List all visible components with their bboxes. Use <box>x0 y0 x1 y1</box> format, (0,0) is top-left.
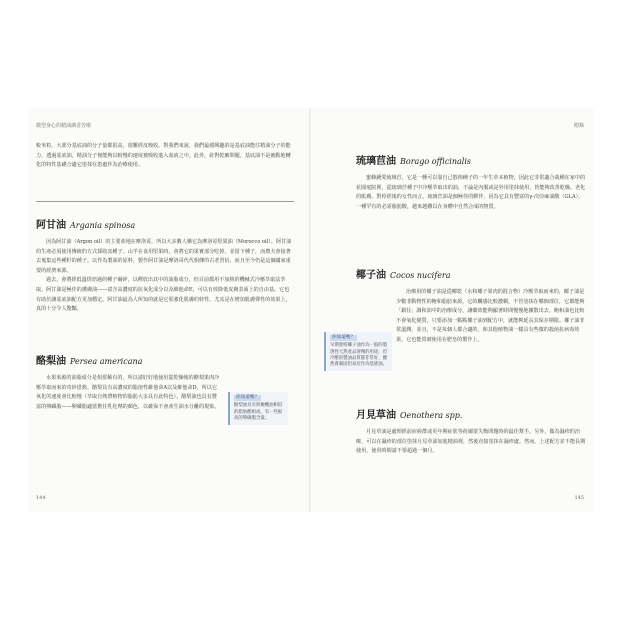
heading-name: 琉璃苣油 <box>356 156 396 167</box>
borage-paragraph-1: 蜜蜂鍾愛琉璃苣，它是一種可以靠自己散佈種子的一年生草本植物，因此它非常適合栽種在家中的花園庭院裡，從琉璃苣種子中冷壓萃取出的油，不論是內服或是外用塗抹使用，皆能夠改善乾燥、老化的肌膚。對停經後的女性而言，琉璃苣油是個極佳的夥伴，因為它具有豐富的γ-次亞麻油酸（GLA），一種罕有的必需脂肪酸，越來越難以在身體中自然合成的物質。 <box>356 175 586 210</box>
heading-coconut-oil <box>356 266 451 281</box>
heading-name: 酪梨油 <box>36 356 66 367</box>
heading-latin: Borago officinalis <box>400 157 471 166</box>
right-page-number: 145 <box>574 495 584 501</box>
coconut-body <box>396 288 586 346</box>
avocado-body <box>36 374 221 412</box>
argan-paragraph-1: 因為阿甘油（Argon oil）的主要產地在摩洛哥，所以大多數人稱它為摩洛哥堅果油（Morocco oil）。阿甘油的生產必須使用傳統的方式採收其種子。山羊在食用堅果時，會將它的果實部分吃掉，並留下種子，而農夫會接著去蒐集這些種籽的種子。以作為製油的原料，製作阿甘油是摩洛哥代代相傳的古老習俗，而且至今仍是這個國家重要的經濟來源。 <box>36 239 292 274</box>
left-page-number: 144 <box>36 495 46 501</box>
coconut-paragraph-1: 治療用的椰子油是從椰乾（水和椰子果肉的混合物）冷壓萃取而來的，椰子油是少數非動物性的飽和脂肪來源，它的觸感比較濃稠，不管塗抹在哪個部位，它都能夠「鎖住」調和油中的治療成分，讓藥效能夠顯著時間慢慢地擴散出去。飽和油也比較不會氧化變質，只要添加一點點椰子油到配方中，就能夠延長其保存期限。椰子油非常溫潤，並且，不是每個人都合適的，和其他植物油一樣具有些微的殺菌抗病毒效果，它也能常被使用在肥皂的製作上。 <box>396 289 585 343</box>
borage-body <box>356 174 586 212</box>
primrose-paragraph-1: 月見草油是處理經前症候群或更年期症狀等荷爾蒙失衡問題時的最佳幫手。另外，做為濕疹的治療，可以在濕疹的部位塗抹月見草油加進精油裡，然後直接塗抹在濕疹處。然而，上述配方並不能長期使用，使用時間請不要超過一個月。 <box>356 429 586 455</box>
heading-borage-oil <box>356 152 471 167</box>
heading-latin: Cocos nucifera <box>390 271 451 280</box>
argan-paragraph-2: 過去，會將經低溫烘焙過的種子碾碎，以釋放出其中的油脂成分，但目前都用不加熱的機械式冷壓萃取法萃取。阿甘油是極佳的護膚油——富含高濃度的抗氧化成分以及維他命E，可以有效降低皮膚表面上的自由基。它也有助於讓基底油配方更加穩定。阿甘油最為人所知的就是它那強化肌膚的特性，尤其是在增加肌膚彈性的效果上，真的十分令人驚豔。 <box>36 277 291 313</box>
intro-paragraph: 較米粒，大部分基底油的分子量都很高，很難經皮吸收。對我們來說，我們最感興趣的是基底油能往精油分子的能力，透過基底油，精油分子便能夠以較慢的速度被吸收進入血液之中。此外，針對乾癬問題，基底油不是被動地轉化的特性基礎合適它塗抹在患處作為治療使用。 <box>36 143 291 169</box>
heading-name: 椰子油 <box>356 270 386 281</box>
right-running-header: 附錄 <box>573 123 584 129</box>
heading-argan-oil <box>36 216 135 231</box>
heading-name: 阿甘油 <box>36 220 66 231</box>
heading-latin: Persea americana <box>70 357 143 366</box>
primrose-body <box>356 428 586 457</box>
tip-text: 早期會將椰子油作為一般的脂溶性天然產品溶劑的用途，但冷壓的製油品質都非常好，雖然會凝固但易於作為基底油。 <box>330 343 388 368</box>
heading-evening-primrose-oil <box>356 406 462 421</box>
avocado-paragraph-1: 水果來源的油脂成分是相當稀有的，所以請好好地使用從乾燥後的酪梨果肉冷壓萃取而來的奇妙恩典。酪梨具有高濃度的脂溶性維他命A以及維他命D，所以它氧化的速度會比較慢（萃取自熟帶植物的脂肪大多具有此特色）。酪梨油也具有豐富的卵磷脂——卵磷脂適當擔任乳化劑的顏色，以確保不會產生油水分離的現象。 <box>36 375 220 410</box>
argan-body <box>36 238 294 315</box>
heading-avocado-oil <box>36 352 142 367</box>
tip-text: 酪梨油具有與橄欖油相似的脂肪酸組成，有一些較高的卵磷脂含量。 <box>234 403 283 421</box>
tip-title: 你知道嗎？ <box>332 335 355 340</box>
heading-latin: Oenothera spp. <box>400 411 463 420</box>
left-running-header: 微型身心的精油調香芳療 <box>36 123 92 129</box>
tip-box-left <box>228 392 288 425</box>
intro-text <box>36 142 294 171</box>
tip-box-right <box>324 332 392 371</box>
tip-title: 你知道嗎？ <box>236 395 259 400</box>
heading-name: 月見草油 <box>356 410 396 421</box>
heading-latin: Argania spinosa <box>70 221 136 230</box>
section-divider <box>36 201 294 202</box>
